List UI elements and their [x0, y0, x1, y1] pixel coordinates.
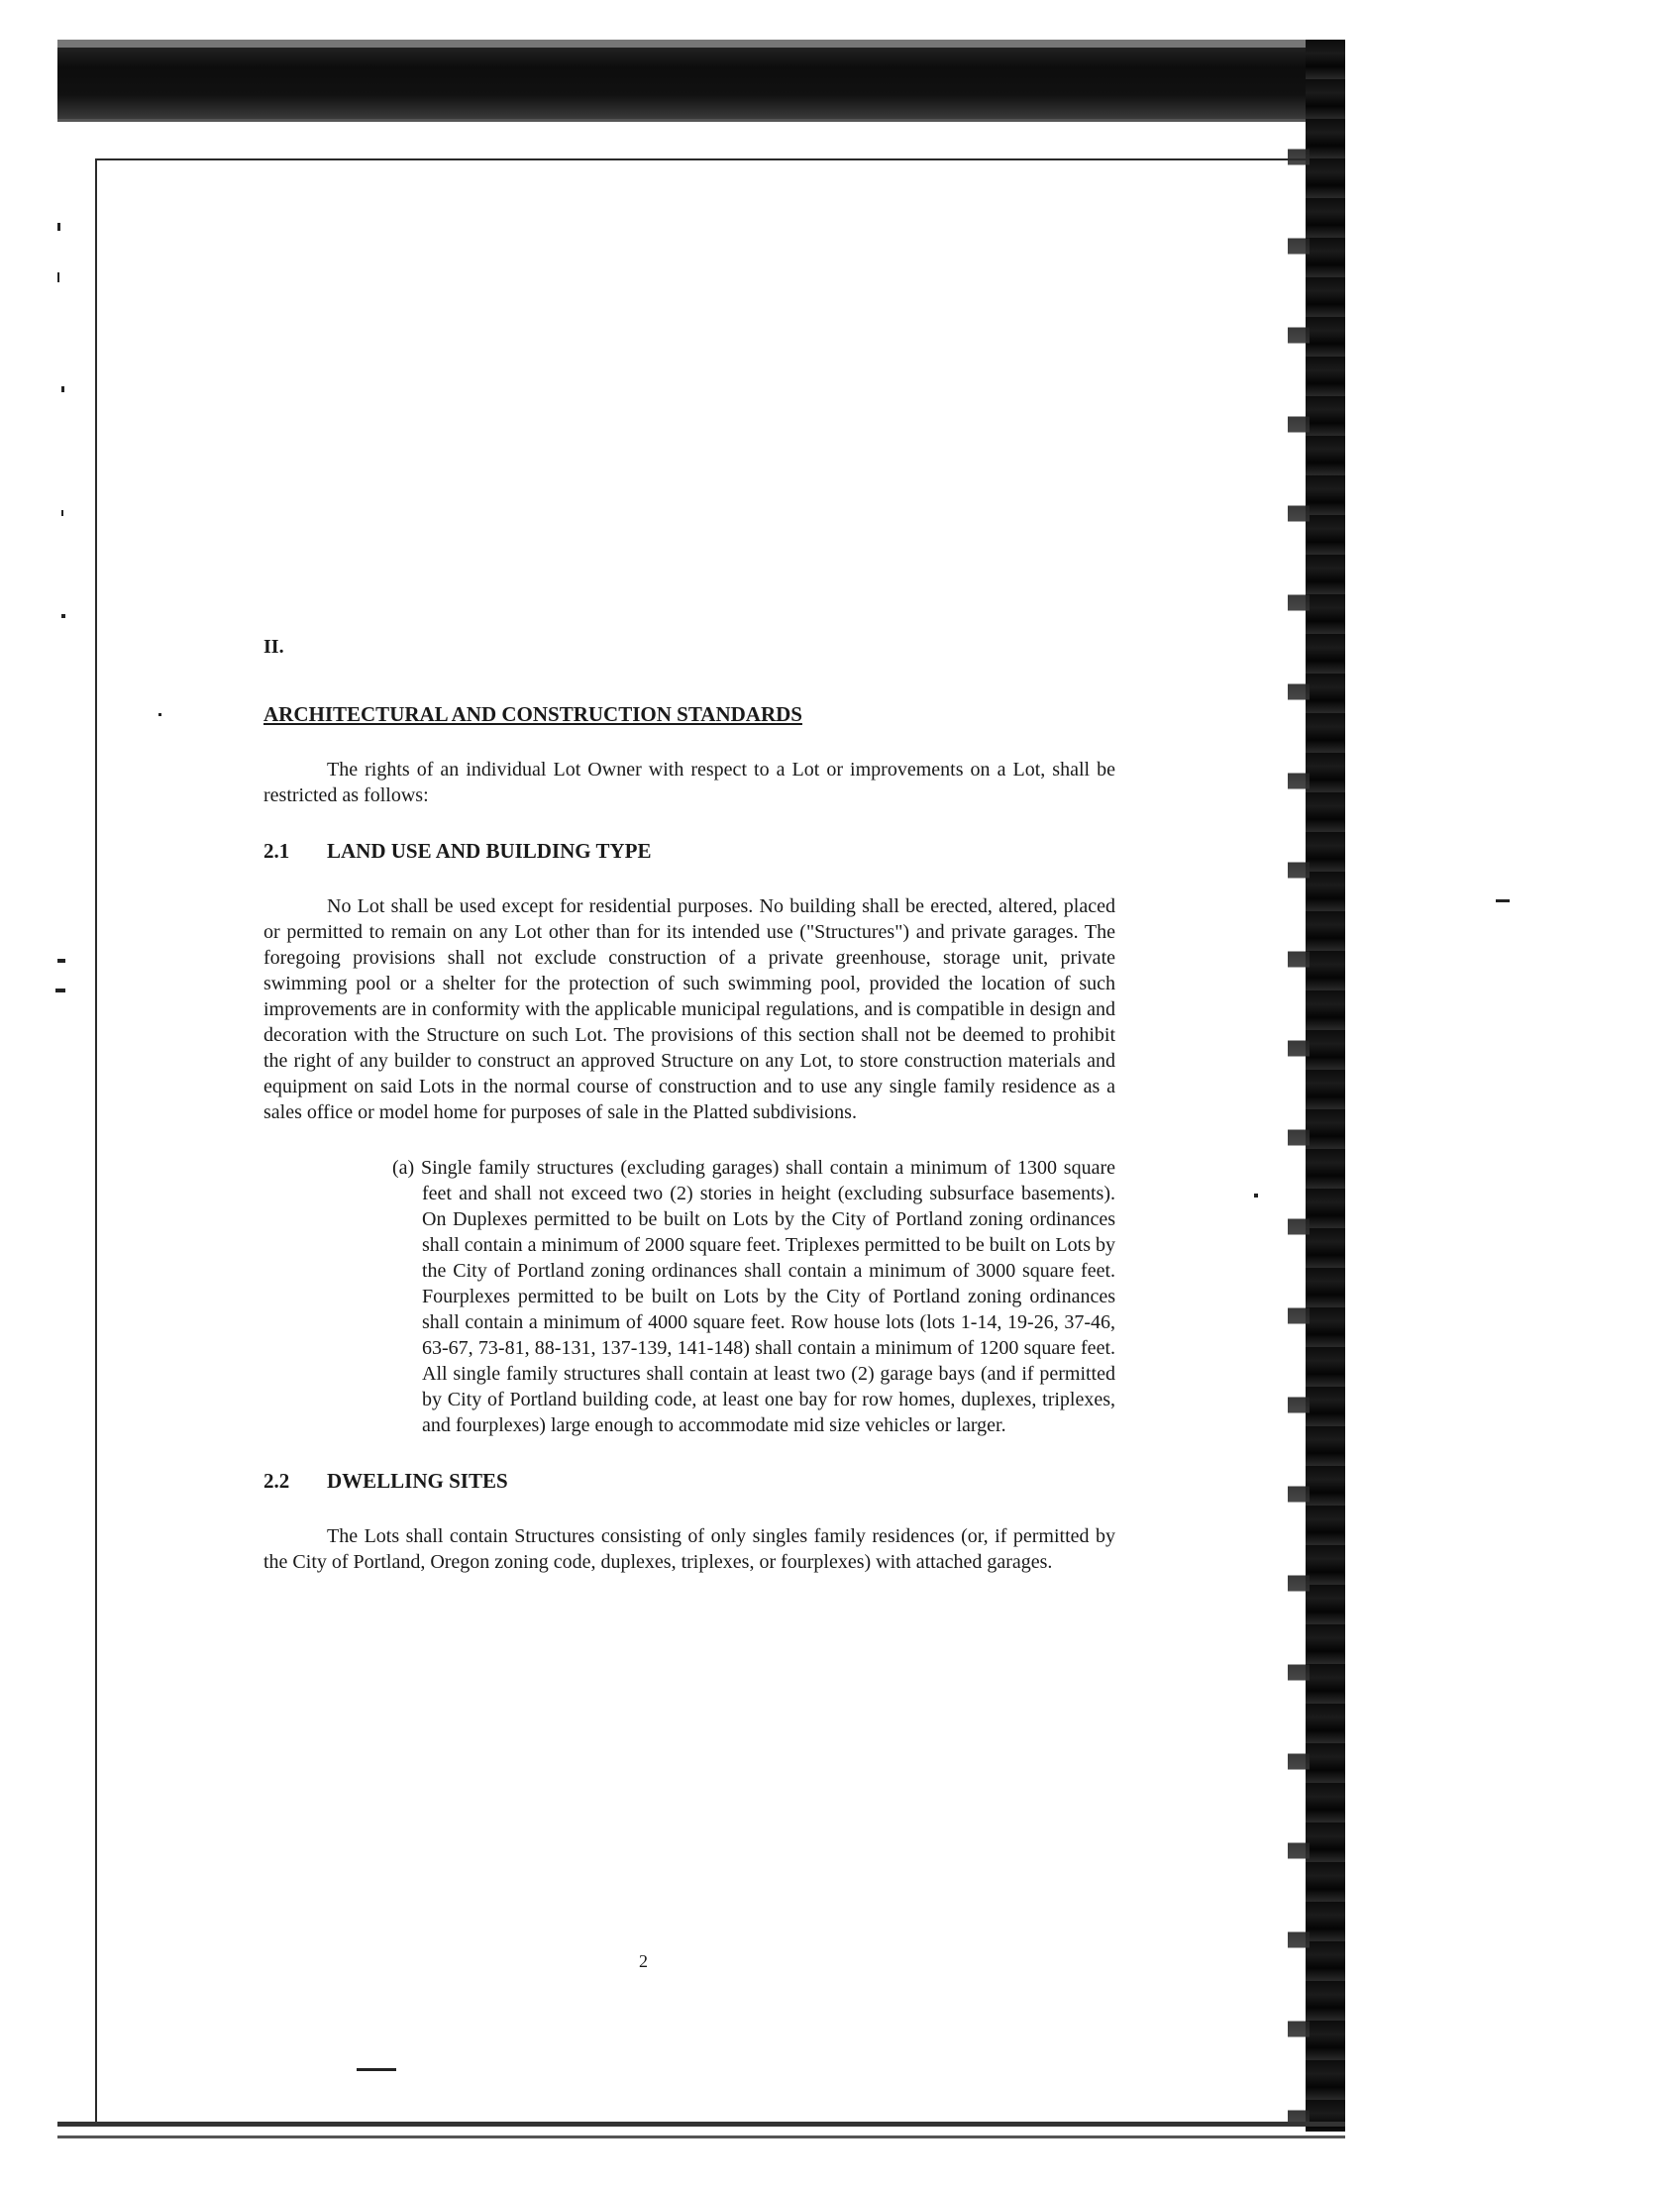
scan-speck	[1254, 1194, 1258, 1198]
land-use-paragraph: No Lot shall be used except for residential purposes. No building shall be erected, altered, placed or permitted to remain on any Lot other than for its intended use ("Structures") and private garages. The foregoing provisions shall not exclude construction of a private greenhouse, storage unit, private swimming pool or a shelter for the protection of such swimming pool, provided the location of such improvements are in conformity with the applicable municipal regulations, and is compatible in design and decoration with the Structure on such Lot. The provisions of this section shall not be deemed to prohibit the right of any builder to construct an approved Structure on any Lot, to store construction materials and equipment on said Lots in the normal course of construction and to use any single family residence as a sales office or model home for purposes of sale in the Platted subdivisions.	[263, 895, 1115, 1123]
heading-number: 2.1	[263, 839, 290, 863]
item-a-paragraph: (a) Single family structures (excluding garages) shall contain a minimum of 1300 square feet and shall not exceed two (2) stories in height (excluding subsurface basements). On Duplexes permitted to be built on Lots by the City of Portland zoning ordinances shall contain a minimum of 2000 square feet. Triplexes permitted to be built on Lots by the City of Portland zoning ordinances shall contain a minimum of 3000 square feet. Fourplexes permitted to be built on Lots by the City of Portland zoning ordinances shall contain a minimum of 4000 square feet. Row house lots (lots 1-14, 19-26, 37-46, 63-67, 73-81, 88-131, 137-139, 141-148) shall contain a minimum of 1200 square feet. All single family structures shall contain at least two (2) garage bays (and if permitted by City of Portland building code, at least one bay for row homes, duplexes, triplexes, and fourplexes) large enough to accommodate mid size vehicles or larger.	[392, 1157, 1115, 1436]
heading-2-1	[263, 838, 1115, 864]
scan-top-edge	[57, 40, 1345, 48]
scan-bottom-border-secondary	[57, 2135, 1345, 2138]
scan-speck	[55, 989, 65, 992]
scan-top-border	[57, 40, 1345, 122]
page-number: 2	[639, 1951, 648, 1971]
scan-speck	[57, 959, 65, 963]
scan-speck	[57, 272, 59, 282]
scan-speck	[61, 510, 63, 516]
scan-speck	[61, 386, 64, 392]
section-number: II.	[263, 636, 284, 658]
scan-bottom-border	[57, 2122, 1345, 2127]
dwelling-sites-paragraph: The Lots shall contain Structures consisting of only singles family residences (or, if permitted by the City of Portland, Oregon zoning code, duplexes, triplexes, or fourplexes) with attached garages.	[263, 1525, 1115, 1573]
scan-right-border	[1306, 40, 1345, 2132]
intro-paragraph: The rights of an individual Lot Owner with respect to a Lot or improvements on a Lot, shall be restricted as follows:	[263, 759, 1115, 806]
heading-title: LAND USE AND BUILDING TYPE	[327, 839, 652, 863]
scan-speck	[357, 2068, 396, 2071]
document-body	[263, 634, 1115, 1605]
heading-number: 2.2	[263, 1469, 290, 1493]
scan-speck	[1496, 899, 1510, 902]
heading-2-2	[263, 1468, 1115, 1494]
section-title: ARCHITECTURAL AND CONSTRUCTION STANDARDS	[263, 702, 802, 726]
scan-speck	[158, 713, 161, 716]
scan-speck	[57, 223, 60, 231]
heading-title: DWELLING SITES	[327, 1469, 508, 1493]
scan-speck	[61, 614, 65, 618]
